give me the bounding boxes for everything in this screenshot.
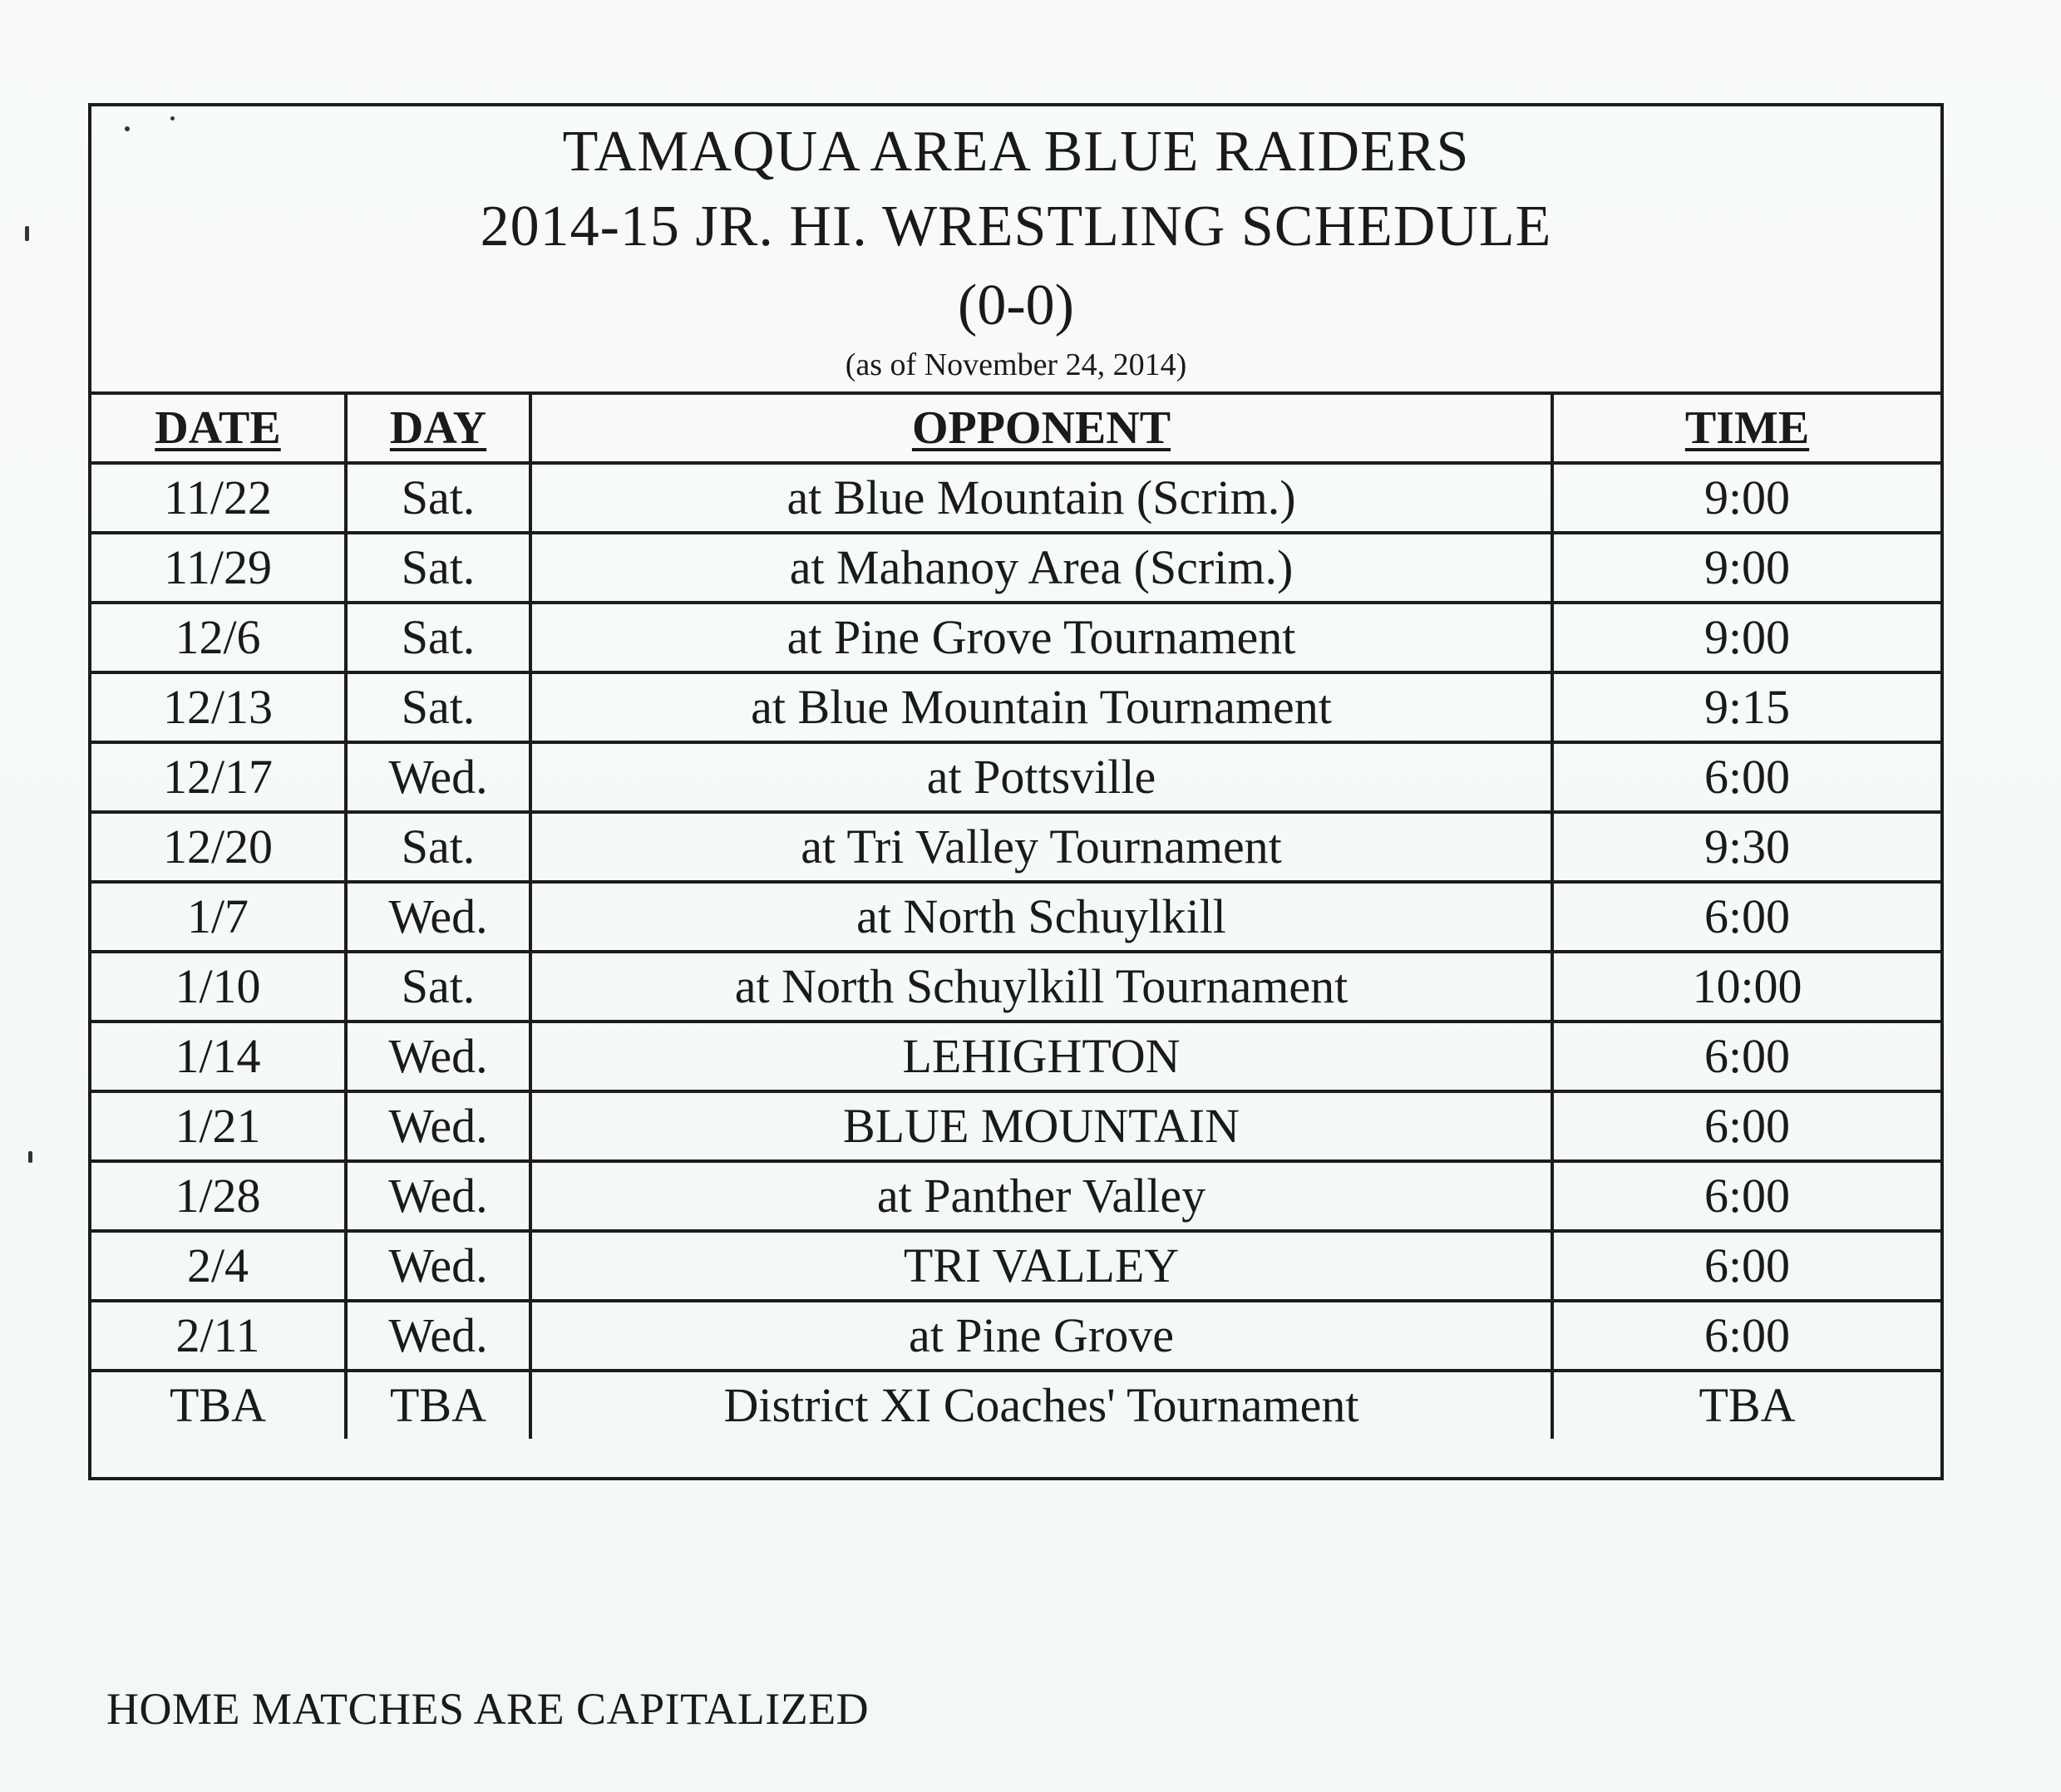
table-row bbox=[91, 603, 1940, 672]
table-row bbox=[91, 1371, 1940, 1439]
date-cell: 1/14 bbox=[91, 1022, 346, 1091]
date-cell: 12/6 bbox=[91, 603, 346, 672]
opponent-cell: at Blue Mountain (Scrim.) bbox=[530, 463, 1552, 533]
day-cell: Sat. bbox=[346, 812, 530, 882]
table-row bbox=[91, 672, 1940, 742]
time-cell: 6:00 bbox=[1552, 1161, 1940, 1231]
time-cell: 6:00 bbox=[1552, 1022, 1940, 1091]
table-row bbox=[91, 1161, 1940, 1231]
column-header-date: DATE bbox=[91, 393, 346, 463]
opponent-cell: at Blue Mountain Tournament bbox=[530, 672, 1552, 742]
day-cell: Wed. bbox=[346, 1161, 530, 1231]
day-cell: TBA bbox=[346, 1371, 530, 1439]
table-row bbox=[91, 1301, 1940, 1371]
home-matches-note: HOME MATCHES ARE CAPITALIZED bbox=[106, 1684, 870, 1734]
time-cell: 9:30 bbox=[1552, 812, 1940, 882]
opponent-cell: at Panther Valley bbox=[530, 1161, 1552, 1231]
schedule-table bbox=[91, 391, 1940, 1439]
day-cell: Sat. bbox=[346, 672, 530, 742]
date-cell: 11/22 bbox=[91, 463, 346, 533]
day-cell: Wed. bbox=[346, 1231, 530, 1301]
date-cell: 1/21 bbox=[91, 1091, 346, 1161]
time-cell: 6:00 bbox=[1552, 742, 1940, 812]
opponent-cell: at Pottsville bbox=[530, 742, 1552, 812]
date-cell: 1/28 bbox=[91, 1161, 346, 1231]
schedule-header bbox=[91, 106, 1940, 391]
column-header-time: TIME bbox=[1552, 393, 1940, 463]
date-cell: 1/10 bbox=[91, 952, 346, 1022]
time-cell: 6:00 bbox=[1552, 882, 1940, 952]
table-row bbox=[91, 952, 1940, 1022]
time-cell: 9:00 bbox=[1552, 463, 1940, 533]
day-cell: Wed. bbox=[346, 882, 530, 952]
day-cell: Wed. bbox=[346, 1091, 530, 1161]
time-cell: 9:15 bbox=[1552, 672, 1940, 742]
opponent-cell: at North Schuylkill bbox=[530, 882, 1552, 952]
day-cell: Wed. bbox=[346, 742, 530, 812]
time-cell: 6:00 bbox=[1552, 1301, 1940, 1371]
date-cell: 12/20 bbox=[91, 812, 346, 882]
schedule-body bbox=[91, 463, 1940, 1439]
date-cell: TBA bbox=[91, 1371, 346, 1439]
column-header-day: DAY bbox=[346, 393, 530, 463]
date-cell: 1/7 bbox=[91, 882, 346, 952]
time-cell: TBA bbox=[1552, 1371, 1940, 1439]
opponent-cell: at Mahanoy Area (Scrim.) bbox=[530, 533, 1552, 603]
opponent-cell: LEHIGHTON bbox=[530, 1022, 1552, 1091]
table-row bbox=[91, 1022, 1940, 1091]
column-header-opponent: OPPONENT bbox=[530, 393, 1552, 463]
date-cell: 2/11 bbox=[91, 1301, 346, 1371]
date-cell: 11/29 bbox=[91, 533, 346, 603]
time-cell: 6:00 bbox=[1552, 1091, 1940, 1161]
schedule-title: 2014-15 JR. HI. WRESTLING SCHEDULE bbox=[480, 194, 1552, 258]
day-cell: Sat. bbox=[346, 533, 530, 603]
schedule-box bbox=[88, 103, 1944, 1480]
opponent-cell: BLUE MOUNTAIN bbox=[530, 1091, 1552, 1161]
opponent-cell: at Pine Grove bbox=[530, 1301, 1552, 1371]
day-cell: Sat. bbox=[346, 463, 530, 533]
season-record: (0-0) bbox=[958, 273, 1074, 337]
table-header-row bbox=[91, 393, 1940, 463]
date-cell: 12/17 bbox=[91, 742, 346, 812]
day-cell: Sat. bbox=[346, 952, 530, 1022]
team-title: TAMAQUA AREA BLUE RAIDERS bbox=[562, 120, 1470, 184]
as-of-date: (as of November 24, 2014) bbox=[845, 347, 1187, 382]
opponent-cell: at Pine Grove Tournament bbox=[530, 603, 1552, 672]
day-cell: Wed. bbox=[346, 1022, 530, 1091]
opponent-cell: at Tri Valley Tournament bbox=[530, 812, 1552, 882]
scan-speck bbox=[28, 1151, 32, 1163]
time-cell: 9:00 bbox=[1552, 533, 1940, 603]
opponent-cell: TRI VALLEY bbox=[530, 1231, 1552, 1301]
table-row bbox=[91, 812, 1940, 882]
time-cell: 9:00 bbox=[1552, 603, 1940, 672]
table-row bbox=[91, 1091, 1940, 1161]
day-cell: Wed. bbox=[346, 1301, 530, 1371]
table-row bbox=[91, 882, 1940, 952]
table-row bbox=[91, 1231, 1940, 1301]
table-row bbox=[91, 533, 1940, 603]
date-cell: 2/4 bbox=[91, 1231, 346, 1301]
table-row bbox=[91, 742, 1940, 812]
time-cell: 6:00 bbox=[1552, 1231, 1940, 1301]
time-cell: 10:00 bbox=[1552, 952, 1940, 1022]
opponent-cell: District XI Coaches' Tournament bbox=[530, 1371, 1552, 1439]
day-cell: Sat. bbox=[346, 603, 530, 672]
opponent-cell: at North Schuylkill Tournament bbox=[530, 952, 1552, 1022]
date-cell: 12/13 bbox=[91, 672, 346, 742]
table-row bbox=[91, 463, 1940, 533]
scan-speck bbox=[25, 226, 29, 241]
